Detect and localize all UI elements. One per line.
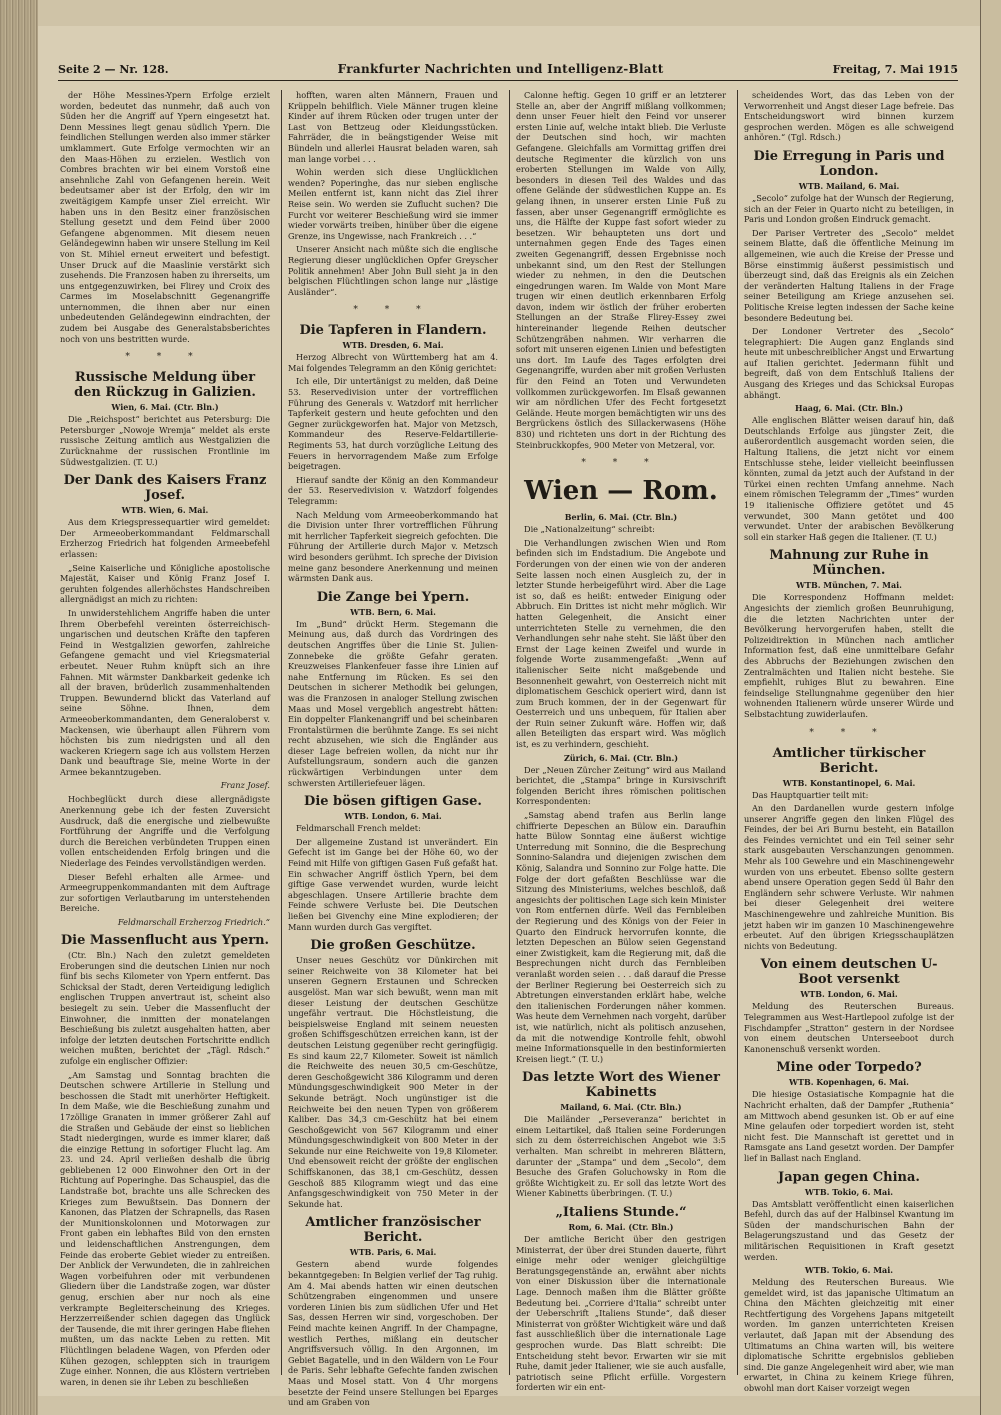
article-paragraph: An den Dardanellen wurde gestern infolge unserer Angriffe gegen den linken Flügel des Feindes, der bei Ari Burnu besteht, ein Bataillon des Feindes vernichtet und ein Teil seiner sehr stark ausgebauten Verschanzungen genommen. Mehr als 100 Gewehre und ein Maschinengewehr wurden von uns erbeutet. Ebenso sollte gestern abend unsere Operation gegen Sedd ül Bahr den Engländern sehr schwere Verluste. Wir nahmen bei dieser Gelegenheit drei weitere Maschinengewehre und zahlreiche Munition. Bis jetzt haben wir im ganzen 10 Maschinengewehre erbeutet. Auf den übrigen Kriegsschauplätzen nichts von Bedeutung. xyxy=(744,803,954,951)
article-paragraph: „Secolo“ zufolge hat der Wunsch der Regierung, sich an der Feier in Quarto nicht zu beteiligen, in Paris und London großen Eindruck gemacht. xyxy=(744,192,954,225)
article-headline: Die Tapferen in Flandern. xyxy=(299,323,487,339)
dateline: WTB. Tokio, 6. Mai. xyxy=(804,1265,894,1276)
article-paragraph: In unwiderstehlichem Angriffe haben die unter Ihrem Oberbefehl vereinten österreichisch-ungarischen und deutschen Kräfte den tapferen Feind in Westgalizien geworfen, zahlreiche Gefangene gemacht und viel Kriegsmaterial erbeutet. Neuer Ruhm knüpft sich an ihre Fahnen. Mit wärmster Dankbarkeit gedenke ich all der braven, brüderlich zusammenhaltenden Truppen. Bewundernd blickt das Vaterland auf seine Söhne. Ihnen, dem Armeeoberkommandanten, dem Generaloberst v. Mackensen, wie überhaupt allen Führern vom höchsten bis zum niedrigsten und all den wackeren Kriegern sage ich aus vollstem Herzen Dank und beauftrage Sie, meine Worte in der Armee bekanntzugeben. xyxy=(60,607,270,777)
column-4 xyxy=(744,90,954,1394)
article-paragraph: Unser neues Geschütz vor Dünkirchen mit seiner Reichweite von 38 Kilometer hat bei unseren Gegnern Erstaunen und Schrecken ausgelöst. Man war sich bewußt, wenn man mit dieser Leistung der deutschen Geschütze ungefähr vertraut. Die Höchstleistung, die beispielsweise England mit seinem neuesten großen Schiffsgeschützen erreichen kann, ist der deutschen Leistung gegenüber recht geringfügig. Es sind kaum 22,7 Kilometer. Soweit ist nämlich die Reichweite des neuen 30,5 cm-Geschütze, deren Geschoßgewicht 386 Kilogramm und deren Mündungsgeschwindigkeit 900 Meter in der Sekunde beträgt. Noch ungünstiger ist die Reichweite bei den neuen Typen von größerem Kaliber. Das 34,3 cm-Geschütz hat bei einem Geschoßgewicht von 567 Kilogramm und einer Mündungsgeschwindigkeit von 800 Meter in der Sekunde nur eine Reichweite von 19,8 Kilometer. Und ebensoweit reicht der größte der englischen Schiffskanonen, das 38,1 cm-Geschütz, dessen Geschoß 885 Kilogramm wiegt und das eine Anfangsgeschwindigkeit von 750 Meter in der Sekunde hat. xyxy=(288,955,498,1209)
article-headline: Der Dank des Kaisers Franz Josef. xyxy=(63,473,267,504)
article-paragraph: Feldmarschall French meldet: xyxy=(296,823,421,834)
masthead-date: Freitag, 7. Mai 1915 xyxy=(832,62,958,76)
article-paragraph: Die Mailänder „Perseveranza“ berichtet in einem Leitartikel, daß Italien seine Forderungen sich zu dem österreichischen Angebot wie 3:5 verhalten. Man schreibt in mehreren Blättern, darunter der „Stampa“ und dem „Secolo“, dem Besuche des Grafen Goluchowsky in Rom die größte Wichtigkeit zu. Er soll das letzte Wort des Wiener Kabinetts überbringen. (T. U.) xyxy=(516,1114,726,1199)
article-paragraph: der Höhe Messines-Ypern Erfolge erzielt worden, bedeutet das nunmehr, daß auch von Süden her die Angriff auf Ypern eingesetzt hat. Denn Messines liegt genau südlich Ypern. Die feindlichen Stellungen werden also immer stärker umklammert. Gute Erfolge vermochten wir an den Maas-Höhen zu erzielen. Westlich von Combres brachten wir bei einem Vorstoß eine ansehnliche Zahl von Gefangenen herein. Weit bedeutsamer aber ist der Erfolg, den wir im zweitägigem Kampfe unser Ziel erreicht. Wir haben uns in den Besitz einer französischen Stellung gesetzt und dem Feind über 2000 Gefangene abgenommen. Mit diesem neuen Geländegewinn haben wir unsere Stellung im Keil von St. Mihiel erneut erweitert und befestigt. Unser Druck auf die Maaslinie verstärkt sich zusehends. Die Franzosen haben zu ihrerseits, um uns entgegenzuwirken, bei Flirey und Croix des Carmes im Moselabschnitt Gegenangriffe unternommen, die ihnen aber nur einen unbedeutenden Geländegewinn eindrachten, der zudem bei Ausgabe des Generalstabsberichtes noch von uns bestritten wurde. xyxy=(60,90,270,344)
dateline: Wien, 6. Mai. (Ctr. Bln.) xyxy=(111,402,219,413)
article-paragraph: Der Pariser Vertreter des „Secolo“ meldet seinem Blatte, daß die öffentliche Meinung im allgemeinen, wie auch die Kreise der Presse und Börse einstimmig äußerst pessimistisch und überzeugt sind, daß das Ereignis als ein Zeichen der veränderten Haltung Italiens in der Frage seiner Beteiligung am Kriege anzusehen sei. Politische Kreise legten indessen der Sache keine besondere Bedeutung bei. xyxy=(744,227,954,323)
article-paragraph: Meldung des Reuterschen Bureaus. Wie gemeldet wird, ist das japanische Ultimatum an China den Mächten gleichzeitig mit einer Rechtfertigung des Vorgehens Japans mitgeteilt worden. Im ganzen unterrichteten Kreisen verlautet, daß Japan mit der Absendung des Ultimatums an China warten will, bis weitere diplomatische Schritte ergebnislos geblieben sind. Die ganze Angelegenheit wird aber, wie man erwartet, in China zu keinem Kriege führen, obwohl man dort Kaiser vorzeigt wegen xyxy=(744,1277,954,1394)
article-paragraph: (Ctr. Bln.) Nach den zuletzt gemeldeten Eroberungen sind die deutschen Linien nur noch fünf bis sechs Kilometer von Ypern entfernt. Das Schicksal der Stadt, deren Verteidigung lediglich englischen Truppen anvertraut ist, scheint also besiegelt zu sein. Ueber die Massenflucht der Einwohner, die inmitten der monatelangen Beschießung bis zuletzt ausgehalten hatten, aber infolge der letzten deutschen Fortschritte endlich weichen mußten, berichtet der „Tägl. Rdsch.“ zufolge ein englischer Offizier: xyxy=(60,950,270,1066)
dateline: Zürich, 6. Mai. (Ctr. Bln.) xyxy=(563,752,679,763)
column-3 xyxy=(516,90,726,1393)
article-paragraph: Die Verhandlungen zwischen Wien und Rom befinden sich im Endstadium. Die Angebote und Forderungen von der einen wie von der anderen Seite lassen noch einen Ausgleich zu, der in letzter Stunde herbeigeführt wird. Aber die Lage ist so, daß es heißt: entweder Einigung oder Abbruch. Ein Drittes ist nicht mehr möglich. Wir hatten Gelegenheit, die Ansicht einer unterrichteten Stelle zu vernehmen, die den Verhandlungen sehr nahe steht. Sie läßt über den Ernst der Lage keinen Zweifel und wurde in folgende Worte zusammengefaßt: „Wenn auf italienischer Seite nicht maßgebende und Besonnenheit gewahrt, von Oesterreich nicht mit diplomatischem Geschick operiert wird, dann ist zum Bruch kommen, der in der Gegenwart für Oesterreich und uns unbequem, für Italien aber der Ruin seiner Zukunft wäre. Hoffen wir, daß allen Beteiligten das erspart wird. Was möglich ist, es zu verhindern, geschieht. xyxy=(516,537,726,750)
article-paragraph: Hierauf sandte der König an den Kommandeur der 53. Reservedivision v. Watzdorf folgendes Telegramm: xyxy=(288,474,498,506)
article-paragraph: „Samstag abend trafen aus Berlin lange chiffrierte Depeschen an Bülow ein. Daraufhin hatte Bülow Sonntag eine äußerst wichtige Unterredung mit Sonnino, die die Besprechung Sonnino-Salandra und diejenigen zwischen dem König, Salandra und Sonnino zur Folge hatte. Die Folge der dort gefaßten Beschlüsse war die Sitzung des Ministeriums, welches beschloß, daß angesichts der politischen Lage sich kein Minister von Rom entfernen dürfe. Weil das Fernbleiben der Regierung und des Königs von der Feier in Quarto den Eindruck hervorrufen konnte, die letzten Depeschen an Bülow seien Gegenstand einer Zwistigkeit, kam die Regierung mit, daß die Besprechungen nicht durch das Fernbleiben veranlaßt worden seien . . . daß darauf die Presse der Berliner Regierung bei Oesterreich sich zu Abtretungen einverstanden erklärt habe, welche den italienischen Forderungen näher kommen. Was heute dem Vernehmen nach vorgeht, darüber ist, wie natürlich, nicht als politisch anzusehen, da mit die notwendige Kontrolle fehlt, obwohl meine Informationsquelle in den bestinformierten Kreisen liegt.“ (T. U.) xyxy=(516,810,726,1064)
dateline: Rom, 6. Mai. (Ctr. Bln.) xyxy=(568,1222,674,1233)
article-headline: Amtlicher türkischer Bericht. xyxy=(772,745,926,776)
article-paragraph: „Am Samstag und Sonntag brachten die Deutschen schwere Artillerie in Stellung und beschossen die Stadt mit unerhörter Heftigkeit. In dem Maße, wie die Beschießung zunahm und 17zöllige Granaten in immer größerer Zahl auf die Straßen und Gebäude der einst so lieblichen Stadt niedergingen, wurde es immer klarer, daß die einzige Rettung in sofortiger Flucht lag. Am 23. und 24. April verließen deshalb die übrig gebliebenen 12 000 Einwohner den Ort in der Richtung auf Poperinghe. Das Schauspiel, das die Landstraße bot, brachte uns alle Schrecken des Krieges zum Bewußtsein. Das Donnern der Kanonen, das Platzen der Schrapnells, das Rasen der Munitionskolonnen und Motorwagen zur Front gaben ein lebhaftes Bild von den ernsten und leidenschaftlichen Anstrengungen, dem Feinde das eroberte Gebiet wieder zu entreißen. Der Anblick der Verwundeten, die in zahlreichen Wagen vorbeifuhren oder mit verbundenen Gliedern über die Landstraße zogen, war düster genug, erschien aber nur noch als eine verkrampte Begleiterscheinung des Krieges. Herzzerreißender schien dagegen das Unglück der Tausende, die mit ihrer geringen Habe fliehen mußten, um das nackte Leben zu retten. Mit Flüchtlingen beladene Wagen, von Pferden oder Kühen gezogen, schleppten sich in traurigem Zuge einher. Nonnen, die aus Klöstern vertrieben waren, in denen sie ihr Leben zu beschließen xyxy=(60,1069,270,1387)
book-binding xyxy=(0,0,38,1415)
article-paragraph: Dieser Befehl erhalten alle Armee- und Armeegruppenkommandanten mit dem Auftrage zur sofortigen Verlautbarung im unterstehenden Bereiche. xyxy=(60,871,270,914)
dateline: WTB. München, 7. Mai. xyxy=(796,580,902,591)
signature-line: Franz Josef. xyxy=(220,780,270,791)
article-paragraph: Hochbeglückt durch diese allergnädigste Anerkennung gebe ich der festen Zuversicht Ausdruck, daß die energische und zielbewußte Fortführung der Angriffe und die Verfolgung durch die Bereichen verbündeten Truppen einen vollen entscheidenden Erfolg bringen und die Niederlage des Feindes vervollständigen werden. xyxy=(60,794,270,869)
dateline: WTB. London, 6. Mai. xyxy=(344,811,442,822)
section-divider-stars: * * * xyxy=(809,727,889,738)
next-page-edge xyxy=(980,0,1001,1415)
article-paragraph: Unserer Ansicht nach müßte sich die englische Regierung dieser unglücklichen Opfer Greyscher Politik annehmen! Aber John Bull sieht ja in den belgischen Flüchtlingen schon lange nur „lästige Ausländer“. xyxy=(288,244,498,297)
article-headline: Wien — Rom. xyxy=(524,476,718,507)
dateline: WTB. Bern, 6. Mai. xyxy=(350,606,436,617)
article-headline: Japan gegen China. xyxy=(778,1169,920,1185)
column-rule xyxy=(509,90,510,1375)
article-paragraph: Der amtliche Bericht über den gestrigen Ministerrat, der über drei Stunden dauerte, führt einige mehr oder weniger gleichgültige Beratungsgegenstände an, erwähnt aber nichts von einer Diskussion über die internationale Lage. Dennoch maßen ihm die Blätter größte Bedeutung bei. „Corriere d'Italia“ schreibt unter der Ueberschrift „Italiens Stunde“, daß dieser Ministerrat von größter Wichtigkeit wäre und daß fast ausschließlich über die internationale Lage gesprochen wurde. Das Blatt schreibt: Die Entscheidung steht bevor. Erwarten wir sie mit Ruhe, damit jeder Italiener, wie sie auch ausfalle, patriotisch seine Pflicht erfülle. Vorgestern forderten wir ein ent- xyxy=(516,1234,726,1393)
signature-line: Feldmarschall Erzherzog Friedrich.“ xyxy=(117,917,270,927)
article-paragraph: scheidendes Wort, das das Leben von der Verworrenheit und Angst dieser Lage befreie. Das Entscheidungswort wird binnen kurzem gesprochen werden. Mögen es alle schweigend anhören.“ (Tgl. Rdsch.) xyxy=(744,90,954,143)
article-paragraph: Die „Nationalzeitung“ schreibt: xyxy=(524,524,655,535)
dateline: WTB. Wien, 6. Mai. xyxy=(121,505,209,516)
article-paragraph: Der Londoner Vertreter des „Secolo“ telegraphiert: Die Augen ganz Englands sind heute mit unbeschreiblicher Angst und Erwartung auf Italien gerichtet. Jedermann fühlt und begreift, daß von dem Entschluß Italiens der Ausgang des Krieges und das Schicksal Europas abhängt. xyxy=(744,326,954,400)
article-paragraph: Im „Bund“ drückt Herm. Stegemann die Meinung aus, daß durch das Vordringen des deutschen Angriffes über die Linie St. Julien-Zonnebeke die größte Gefahr geraten. Kreuzweises Flankenfeuer fasse ihre Linien auf nahe Entfernung im Rücken. Es sei den Deutschen in sicherer Methodik bei gelungen, was die Franzosen in analoger Stellung zwischen Maas und Mosel vergeblich angestrebt hätten: Ein doppelter Flankenangriff und bei scheinbaren Frontalstürmen die berühmte Zange. Es sei nicht recht abzusehen, wie sich die Engländer aus dieser Lage befreien wollen, da nicht nur ihr Aufstellungsraum, sondern auch die ganzen rückwärtigen Verbindungen unter dem schwersten Artilleriefeuer lägen. xyxy=(288,618,498,788)
article-headline: Mahnung zur Ruhe in München. xyxy=(769,548,929,579)
article-headline: „Italiens Stunde.“ xyxy=(555,1205,687,1221)
column-rule xyxy=(737,90,738,1375)
dateline: WTB. Dresden, 6. Mai. xyxy=(342,340,444,351)
article-paragraph: Aus dem Kriegspressequartier wird gemeldet: Der Armeeoberkommandant Feldmarschall Erzherzog Friedrich hat folgenden Armeebefehl erlassen: xyxy=(60,517,270,559)
article-paragraph: Nach Meldung vom Armeeoberkommando hat die Division unter Ihrer vortrefflichen Führung mit herrlicher Tapferkeit siegreich gefochten. Die Führung der Artillerie durch Major v. Metzsch wird besonders gerühmt. Ich spreche der Division meine ganz besondere Anerkennung und meinen wärmsten Dank aus. xyxy=(288,509,498,584)
article-paragraph: Das Hauptquartier teilt mit: xyxy=(752,789,869,800)
dateline: Haag, 6. Mai. (Ctr. Bln.) xyxy=(795,403,903,414)
column-2 xyxy=(288,90,498,1408)
masthead-title: Frankfurter Nachrichten und Intelligenz-Blatt xyxy=(337,62,664,76)
column-1 xyxy=(60,90,270,1387)
section-divider-stars: * * * xyxy=(353,305,433,316)
article-paragraph: Das Amtsblatt veröffentlicht einen kaiserlichen Befehl, durch das auf der Halbinsel Kwantung im Süden der mandschurischen Bahn der Belagerungszustand und das Gesetz der militärischen Requisitionen in Kraft gesetzt werden. xyxy=(744,1198,954,1262)
article-paragraph: Ich eile, Dir untertänigst zu melden, daß Deine 53. Reservedivision unter der vortrefflichen Führung des Generals v. Watzdorf mit herrlicher Tapferkeit gestern und heute gefochten und den Gegner zurückgeworfen hat. Major von Metzsch, Kommandeur des Reserve-Feldartillerie-Regiments 53, hat durch vorzügliche Leitung des Feuers in hervorragendem Maße zum Erfolge beigetragen. xyxy=(288,376,498,472)
article-paragraph: hofften, waren alten Männern, Frauen und Krüppeln behilflich. Viele Männer trugen kleine Kinder auf ihrem Rücken oder trugen unter der Last von Bettzeug oder Kleidungsstücken. Fahrräder, die in beängstigender Weise mit Bündeln und allerlei Hausrat beladen waren, sah man lange vorbei . . . xyxy=(288,90,498,164)
article-paragraph: Der „Neuen Zürcher Zeitung“ wird aus Mailand berichtet, die „Stampa“ bringe in Kursivschrift folgenden Bericht ihres römischen politischen Korrespondenten: xyxy=(516,764,726,807)
article-paragraph: Wohin werden sich diese Unglücklichen wenden? Poperinghe, das nur sieben englische Meilen entfernt ist, kann nicht das Ziel ihrer Reise sein. Wo werden sie Zuflucht suchen? Die Furcht vor weiterer Beschießung wird sie immer wieder vorwärts treiben, hinüber über die eigene Grenze, ins Ungewisse, nach Frankreich . . .“ xyxy=(288,167,498,241)
section-divider-stars: * * * xyxy=(125,352,205,363)
dateline: WTB. Mailand, 6. Mai. xyxy=(798,180,900,191)
article-paragraph: Die Korrespondenz Hoffmann meldet: Angesichts der ziemlich großen Beunruhigung, die die letzten Nachrichten unter der Bevölkerung hervorgerufen haben, stellt die Polizeidirektion in München nach amtlicher Information fest, daß eine unmittelbare Gefahr des Abbruchs der Beziehungen zwischen den Zentralmächten und Italien nicht bestehe. Sie empfiehlt, ruhiges Blut zu bewahren. Eine feindselige Stellungnahme gegenüber den hier wohnenden Italienern würde unserer Würde und Selbstachtung zuwiderlaufen. xyxy=(744,592,954,719)
dateline: WTB. Kopenhagen, 6. Mai. xyxy=(789,1077,909,1088)
article-headline: Die Erregung in Paris und London. xyxy=(753,148,945,179)
dateline: WTB. Paris, 6. Mai. xyxy=(349,1247,437,1258)
article-headline: Von einem deutschen U-Boot versenkt xyxy=(760,957,938,988)
article-paragraph: Gestern abend wurde folgendes bekanntgegeben: In Belgien verlief der Tag ruhig. Am 4. Mai abends hatten wir einen deutschen Schützengraben eingenommen und unsere vorderen Linien bis zum südlichen Ufer und Het Sas, dessen Herren wir sind, vorgeschoben. Der Feind machte keinen Angriff. In der Champagne, westlich Perthes, mißlang ein deutscher Angriffsversuch völlig. In den Argonnen, im Gebiet Bagatelle, und in den Wäldern von Le Four de Paris. Sehr lebhafte Gefechte fanden zwischen Maas und Mosel statt. Von 4 Uhr morgens besetzte der Feind unsere Stellungen bei Eparges und am Graben von xyxy=(288,1259,498,1408)
section-divider-stars: * * * xyxy=(581,458,661,469)
article-paragraph: Die hiesige Ostasiatische Kompagnie hat die Nachricht erhalten, daß der Dampfer „Ruthenia“ am Mittwoch abend gesunken ist. Ob er auf eine Mine gelaufen oder torpediert worden ist, steht nicht fest. Die Mannschaft ist gerettet und in Ramsgate ans Land gesetzt worden. Der Dampfer lief in Ballast nach England. xyxy=(744,1089,954,1163)
article-headline: Das letzte Wort des Wiener Kabinetts xyxy=(522,1070,720,1101)
article-paragraph: Meldung des Reuterschen Bureaus. Telegrammen aus West-Hartlepool zufolge ist der Fischdampfer „Stratton“ gestern in der Nordsee von einem deutschen Unterseeboot durch Kanonenschuß versenkt worden. xyxy=(744,1001,954,1054)
article-headline: Die bösen giftigen Gase. xyxy=(304,794,482,810)
article-headline: Die Massenflucht aus Ypern. xyxy=(60,933,270,948)
dateline: Berlin, 6. Mai. (Ctr. Bln.) xyxy=(564,512,678,523)
column-rule xyxy=(281,90,282,1375)
article-paragraph: Herzog Albrecht von Württemberg hat am 4. Mai folgendes Telegramm an den König gerichtet: xyxy=(288,352,498,373)
article-headline: Mine oder Torpedo? xyxy=(776,1060,922,1076)
dateline: WTB. Konstantinopel, 6. Mai. xyxy=(782,777,916,788)
article-paragraph: „Seine Kaiserliche und Königliche apostolische Majestät, Kaiser und König Franz Josef I. geruhten folgendes allerhöchstes Handschreiben allergnädigst an mich zu richten: xyxy=(60,562,270,605)
article-paragraph: Alle englischen Blätter weisen darauf hin, daß Deutschlands Erfolge aus jüngster Zeit, die außerordentlich ausgemacht worden seien, die Haltung Italiens, die jetzt nicht vor einem Entschlusse stehe, leider vielleicht beeinflussen könnten, zumal da jetzt auch der Aufstand in der Türkei einen rechten Umfang annehme. Nach einem römischen Telegramm der „Times“ wurden 19 italienische Offiziere getötet und 45 verwundet, 300 Mann getötet und 400 verwundet. Unter der arabischen Bevölkerung soll ein starker Haß gegen die Italiener. (T. U.) xyxy=(744,415,954,542)
masthead xyxy=(58,58,958,81)
article-paragraph: Die „Reichspost“ berichtet aus Petersburg: Die Petersburger „Nowoje Wremja“ meldet als erste russische Zeitung amtlich aus Westgalizien die Zurücknahme der russischen Frontlinie im Südwestgalizien. (T. U.) xyxy=(60,414,270,467)
article-paragraph: Calonne heftig. Gegen 10 griff er an letzterer Stelle an, aber der Angriff mißlang vollkommen; denn unser Feuer hielt den Feind vor unserer ersten Linie auf, welche intakt blieb. Die Verluste der Deutschen sind hoch, wir machten Gefangene. Gleichfalls am Vormittag griffen drei deutsche Regimenter die kürzlich von uns eroberten Stellungen im Walde von Ailly, besonders in diesen Teil des Waldes und das offene Gelände der südwestlichen Kuppe an. Es gelang ihnen, in unserer ersten Linie Fuß zu fassen, aber unser Gegenangriff ermöglichte es uns, die Hälfte der Kuppe fast sofort wieder zu besetzen. Wir behaupteten uns dort und unternahmen gegen Ende des Tages einen zweiten Gegenangriff, dessen Ergebnisse noch unbekannt sind, um den Rest der Stellungen wieder zu nehmen, in den die Deutschen eingedrungen waren. Im Walde von Mont Mare trugen wir einen deutlich erkennbaren Erfolg davon, indem wir östlich der früher eroberten Stellungen an der Straße Flirey-Essey zwei hintereinander liegende Reihen deutscher Schützengräben nahmen. Wir verharren die sofort mit unseren eigenen Linien und befestigten uns dort. Im Laufe des Tages erfolgten drei Gegenangriffe, wurden aber mit großen Verlusten für den Feind an Toten und Verwundeten vollkommen zurückgeworfen. Im Elsaß gewannen wir am nördlichen Ufer des Fecht fortgesetzt Gelände. Heute morgen bemächtigten wir uns des Bergrückens östlich des Sillackerwasens (Höhe 830) und richteten uns dort in der Richtung des Steinbruckkopfes, 900 Meter von Metzeral, vor. xyxy=(516,90,726,450)
article-paragraph: Der allgemeine Zustand ist unverändert. Ein Gefecht ist im Gange bei der Höhe 60, wo der Feind mit Hilfe von giftigen Gasen Fuß gefaßt hat. Ein schwacher Angriff östlich Ypern, bei dem giftige Gase verwendet wurden, wurde leicht abgeschlagen. Unsere Artillerie brachte dem Feinde schwere Verluste bei. Die Deutschen ließen bei Givenchy eine Mine explodieren; der Mann wurden durch Gas vergiftet. xyxy=(288,836,498,932)
masthead-page-number: Seite 2 — Nr. 128. xyxy=(58,62,169,76)
article-headline: Die großen Geschütze. xyxy=(310,938,476,954)
dateline: WTB. London, 6. Mai. xyxy=(800,989,898,1000)
dateline: Mailand, 6. Mai. (Ctr. Bln.) xyxy=(560,1102,682,1113)
article-headline: Die Zange bei Ypern. xyxy=(316,589,470,605)
article-headline: Amtlicher französischer Bericht. xyxy=(305,1215,481,1246)
dateline: WTB. Tokio, 6. Mai. xyxy=(804,1186,894,1197)
article-headline: Russische Meldung über den Rückzug in Galizien. xyxy=(74,370,256,401)
